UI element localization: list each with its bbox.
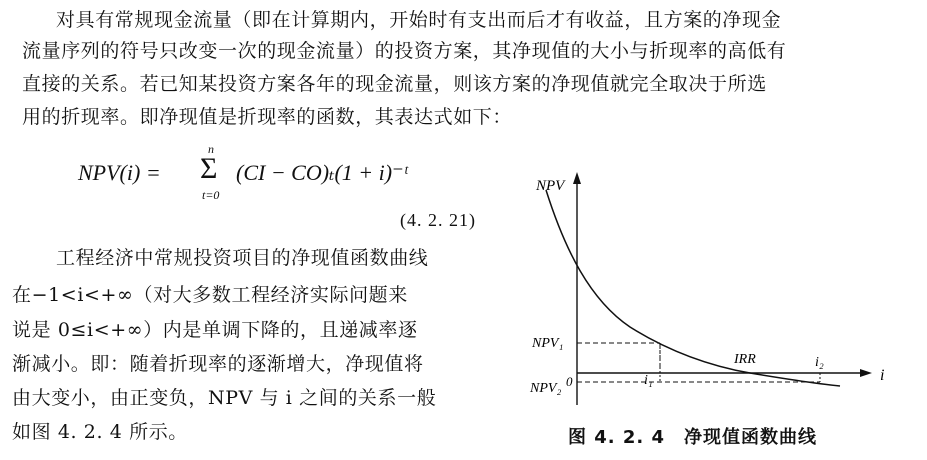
npv-curve <box>546 190 840 386</box>
npv1-label: NPV₁ <box>532 336 564 351</box>
formula-sum-upper: n <box>208 142 214 156</box>
formula-rhs: (CI − CO)ₜ(1 + i)⁻ᵗ <box>236 160 408 185</box>
i1-label: i₁ <box>644 373 653 388</box>
paragraph2-line5: 由大变小，由正变负，NPV 与 i 之间的关系一般 <box>12 387 437 409</box>
paragraph1-line4: 用的折现率。即净现值是折现率的函数，其表达式如下： <box>22 106 513 128</box>
y-axis-arrow-icon <box>573 172 581 184</box>
irr-label: IRR <box>734 352 756 367</box>
origin-label: 0 <box>566 374 573 389</box>
figure-caption: 图 4. 2. 4 净现值函数曲线 <box>568 427 818 448</box>
npv-curve-diagram <box>520 160 920 420</box>
formula-sum-lower: t=0 <box>202 188 220 202</box>
x-axis-arrow-icon <box>860 369 872 377</box>
x-axis-label: i <box>880 367 885 384</box>
paragraph2-line4: 渐减小。即：随着折现率的逐渐增大，净现值将 <box>12 353 424 375</box>
paragraph2-line3: 说是 0≤i<+∞）内是单调下降的，且递减率逐 <box>12 319 418 341</box>
paragraph1-line3: 直接的关系。若已知某投资方案各年的现金流量，则该方案的净现值就完全取决于所选 <box>22 73 767 95</box>
npv2-label: NPV₂ <box>530 381 562 396</box>
npv-function-figure <box>520 160 920 420</box>
y-axis-label: NPV <box>536 178 565 194</box>
i2-label: i₂ <box>815 355 824 370</box>
equation-number: (4. 2. 21) <box>400 210 476 230</box>
paragraph1-line1: 对具有常规现金流量（即在计算期内，开始时有支出而后才有收益，且方案的净现金 <box>56 9 782 31</box>
paragraph2-line2: 在−1<i<+∞（对大多数工程经济实际问题来 <box>12 284 408 306</box>
formula-lhs: NPV(i) = <box>78 160 161 185</box>
paragraph2-line6: 如图 4. 2. 4 所示。 <box>12 421 188 443</box>
paragraph1-line2: 流量序列的符号只改变一次的现金流量）的投资方案，其净现值的大小与折现率的高低有 <box>22 40 787 62</box>
formula-sigma: Σ <box>200 152 218 185</box>
paragraph2-line1: 工程经济中常规投资项目的净现值函数曲线 <box>56 247 429 269</box>
